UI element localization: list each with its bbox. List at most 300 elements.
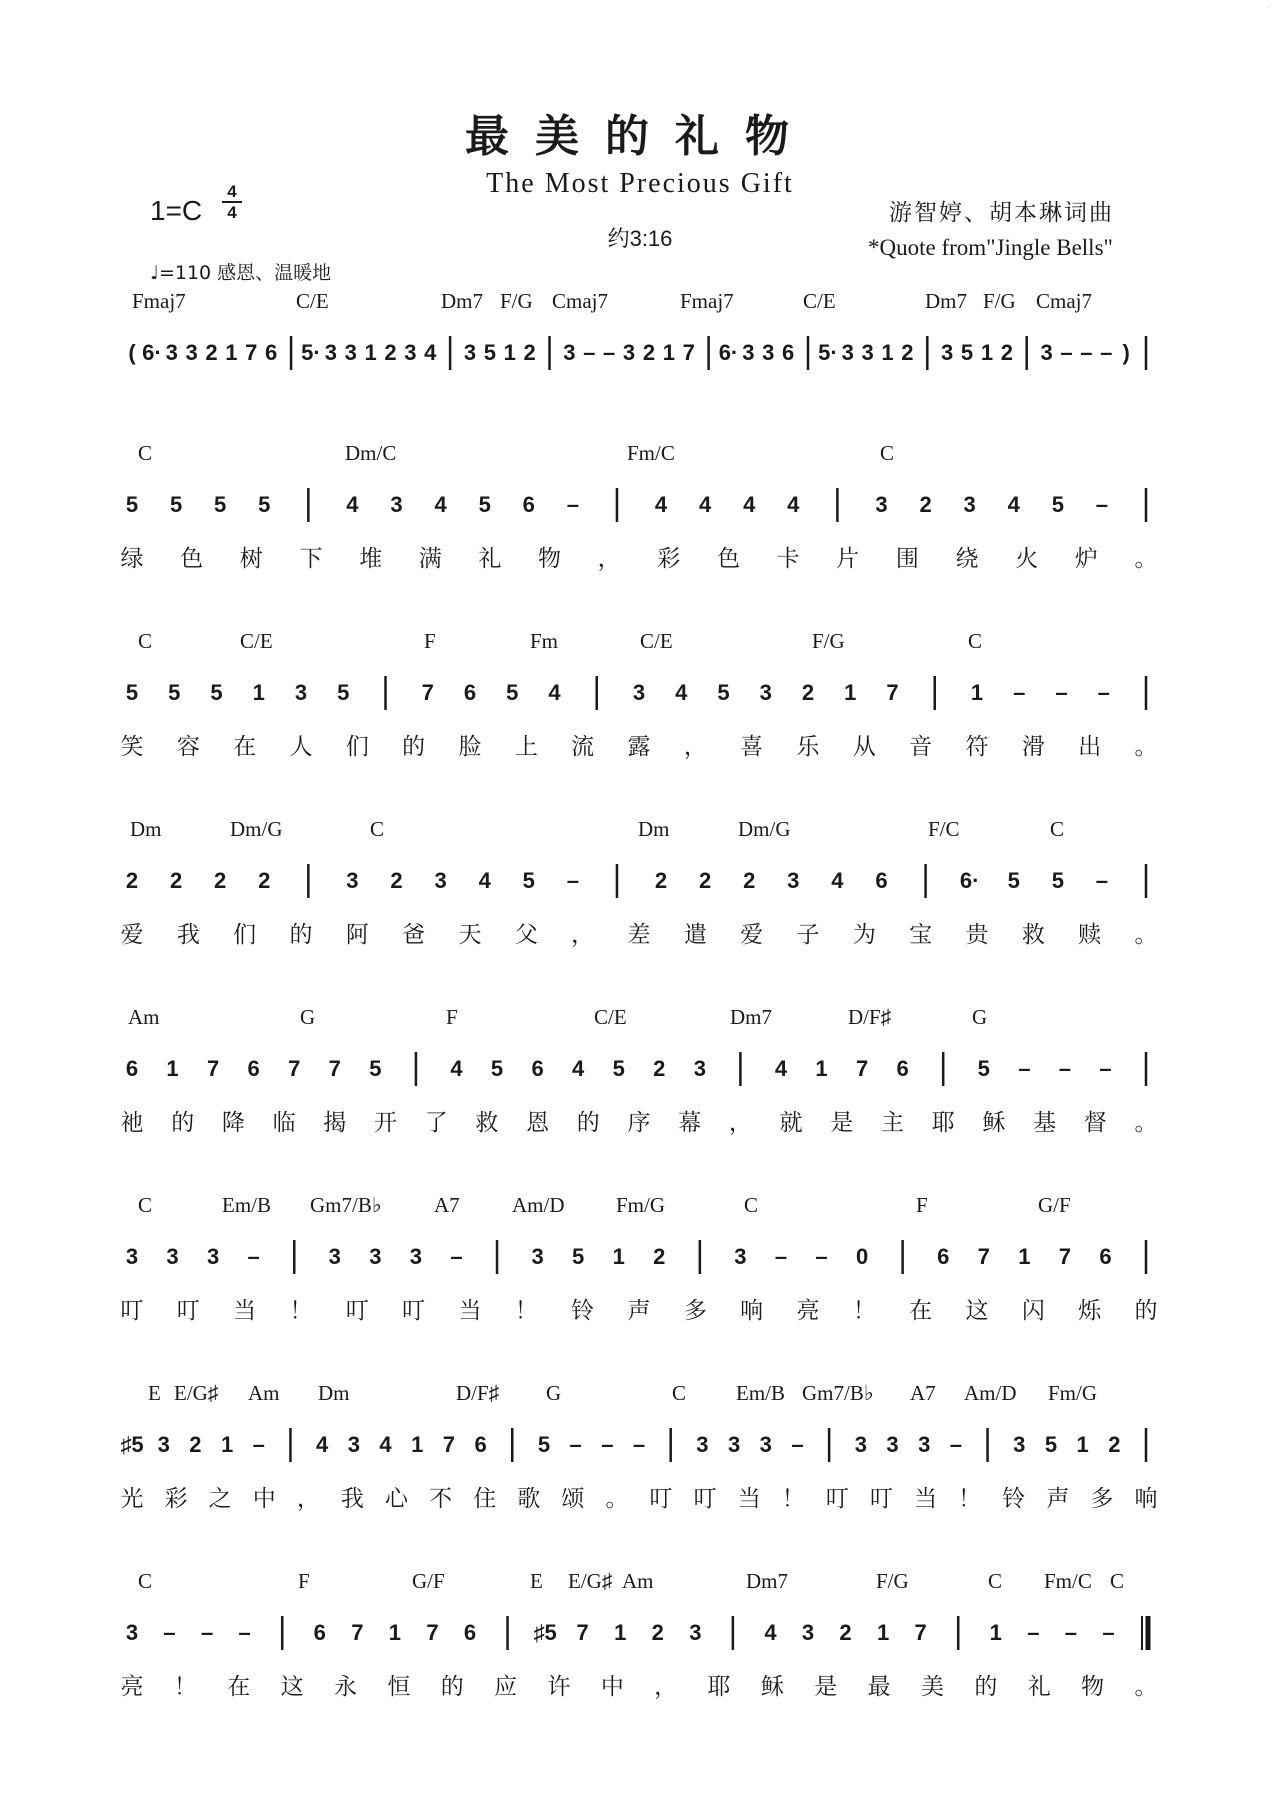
lyric-character: 卡 <box>776 546 800 572</box>
chord-symbol: Am <box>128 1005 160 1029</box>
chord-symbol: Cmaj7 <box>1036 289 1092 313</box>
jianpu-note: 2 <box>839 1620 852 1645</box>
jianpu-note: – <box>815 1244 828 1269</box>
jianpu-note: 4 <box>424 340 437 365</box>
lyric-character: 永 <box>333 1674 357 1700</box>
lyric-character: 这 <box>965 1298 989 1324</box>
jianpu-note: 3 <box>854 1432 867 1457</box>
jianpu-note: 3 <box>759 1432 772 1457</box>
jianpu-note: – <box>566 868 579 893</box>
lyric-character: 这 <box>280 1674 304 1700</box>
chord-symbol: C/E <box>296 289 329 313</box>
lyric-character: 的 <box>402 734 426 760</box>
jianpu-note: 1 <box>1076 1432 1089 1457</box>
jianpu-note: 2 <box>1000 340 1013 365</box>
lyric-character: 住 <box>473 1486 497 1512</box>
jianpu-note: 5· <box>818 340 838 365</box>
lyric-character: 为 <box>852 922 876 948</box>
jianpu-note: 7 <box>288 1056 301 1081</box>
jianpu-note: 1 <box>166 1056 179 1081</box>
jianpu-note: 2 <box>654 868 668 893</box>
lyric-character: 流 <box>571 734 595 760</box>
composer-credit: 游智婷、胡本琳词曲 <box>889 200 1114 226</box>
lyric-character: 了 <box>424 1110 448 1136</box>
duration-label: 约3:16 <box>607 226 673 251</box>
jianpu-note: 3 <box>861 340 874 365</box>
chord-symbol: F/G <box>876 1569 909 1593</box>
lyric-character: 最 <box>867 1674 891 1700</box>
jianpu-note: 3 <box>632 680 646 705</box>
chord-symbol: Dm7 <box>925 289 967 313</box>
chord-symbol: C <box>138 629 153 653</box>
jianpu-note: 5 <box>977 1056 990 1081</box>
chord-symbol: G/F <box>1038 1193 1071 1217</box>
jianpu-note: 5 <box>483 340 497 365</box>
chord-symbol: Dm <box>130 817 162 841</box>
jianpu-note: 2 <box>801 680 815 705</box>
lyric-character: 炉 <box>1074 546 1098 572</box>
jianpu-note: – <box>949 1432 962 1457</box>
lyric-character: 。 <box>1134 1110 1158 1136</box>
lyric-character: 差 <box>627 922 651 948</box>
key-signature: 1=C <box>150 195 203 226</box>
lyric-character: 叮 <box>869 1486 893 1512</box>
lyric-character: 围 <box>895 546 919 572</box>
quote-credit: *Quote from"Jingle Bells" <box>868 235 1113 260</box>
chord-symbol: E <box>530 1569 543 1593</box>
chord-symbol: G/F <box>412 1569 445 1593</box>
jianpu-note: – <box>1095 868 1109 893</box>
jianpu-note: 2 <box>384 340 397 365</box>
lyric-character: 多 <box>1090 1486 1114 1512</box>
jianpu-note: 4 <box>675 680 688 705</box>
jianpu-note: 3 <box>390 492 403 517</box>
jianpu-note: 3 <box>206 1244 220 1269</box>
jianpu-note: 3 <box>328 1244 341 1269</box>
chord-symbol: Em/B <box>736 1381 786 1405</box>
lyric-character: 爸 <box>402 922 426 948</box>
jianpu-note: – <box>791 1432 804 1457</box>
lyric-character: 色 <box>180 546 204 572</box>
lyric-character: 光 <box>120 1486 144 1512</box>
jianpu-note: 3 <box>801 1620 815 1645</box>
lyric-character: 满 <box>418 546 442 572</box>
chord-symbol: Dm/G <box>230 817 283 841</box>
jianpu-note: – <box>450 1244 463 1269</box>
jianpu-note: 5· <box>301 340 321 365</box>
chord-symbol: F/C <box>928 817 960 841</box>
jianpu-note: 1 <box>220 1432 234 1457</box>
jianpu-note: 7 <box>886 680 899 705</box>
chord-symbol: A7 <box>910 1381 936 1405</box>
jianpu-note: 1 <box>252 680 265 705</box>
jianpu-note: 7 <box>1058 1244 1072 1269</box>
watermark-mark: · <box>1267 3 1270 13</box>
lyric-character: 当 <box>233 1298 257 1324</box>
jianpu-note: 5 <box>258 492 271 517</box>
jianpu-note: 7 <box>442 1432 455 1457</box>
chord-symbol: E/G♯ <box>568 1569 613 1593</box>
lyric-character: 彩 <box>164 1486 188 1512</box>
jianpu-note: 1 <box>876 1620 890 1645</box>
jianpu-note: 7 <box>682 340 695 365</box>
jianpu-note: 3 <box>166 1244 179 1269</box>
lyric-character: 就 <box>779 1110 803 1136</box>
chord-symbol: Fmaj7 <box>132 289 186 313</box>
lyric-character: 笑 <box>120 734 144 760</box>
jianpu-note: ♯5 <box>533 1620 557 1645</box>
lyric-character: ！ <box>781 1486 805 1512</box>
jianpu-note: 3 <box>165 340 178 365</box>
lyric-character: 天 <box>458 922 482 948</box>
jianpu-note: 4 <box>572 1056 585 1081</box>
jianpu-note: 6 <box>522 492 535 517</box>
jianpu-note: 3 <box>404 340 417 365</box>
lyric-character: 亮 <box>796 1298 820 1324</box>
jianpu-note: – <box>1102 1620 1115 1645</box>
jianpu-note: – <box>247 1244 260 1269</box>
jianpu-note: 6 <box>531 1056 544 1081</box>
chord-symbol: Dm/G <box>738 817 791 841</box>
jianpu-note: – <box>566 492 579 517</box>
jianpu-note: – <box>1027 1620 1040 1645</box>
jianpu-note: 1 <box>980 340 994 365</box>
jianpu-note: 4 <box>346 492 359 517</box>
jianpu-note: 3 <box>875 492 888 517</box>
lyric-character: 礼 <box>478 546 502 572</box>
jianpu-note: 5 <box>1044 1432 1058 1457</box>
lyric-character: 我 <box>340 1486 364 1512</box>
jianpu-note: 1 <box>815 1056 828 1081</box>
lyric-character: 恩 <box>526 1110 550 1136</box>
chord-symbol: D/F♯ <box>456 1381 500 1405</box>
lyric-character: ， <box>654 1674 678 1700</box>
jianpu-note: 1 <box>881 340 894 365</box>
jianpu-note: 3 <box>759 680 772 705</box>
jianpu-note: 3 <box>563 340 576 365</box>
jianpu-note: 3 <box>346 868 359 893</box>
jianpu-note: 3 <box>689 1620 702 1645</box>
jianpu-note: 2 <box>390 868 403 893</box>
lyric-character: 的 <box>440 1674 464 1700</box>
chord-symbol: F <box>446 1005 458 1029</box>
chord-symbol: C/E <box>240 629 273 653</box>
lyric-character: 叮 <box>345 1298 369 1324</box>
jianpu-note: 1 <box>662 340 675 365</box>
jianpu-note: 2 <box>214 868 227 893</box>
jianpu-note: 3 <box>294 680 308 705</box>
chord-symbol: C <box>880 441 895 465</box>
jianpu-note: – <box>1099 1056 1112 1081</box>
jianpu-note: 6 <box>896 1056 909 1081</box>
chord-symbol: C <box>138 1569 153 1593</box>
chord-symbol: C <box>1110 1569 1125 1593</box>
lyric-character: ！ <box>514 1298 538 1324</box>
lyric-character: 叮 <box>402 1298 426 1324</box>
lyric-character: 稣 <box>760 1674 784 1700</box>
jianpu-note: 3 <box>918 1432 931 1457</box>
chord-symbol: F/G <box>500 289 533 313</box>
lyric-character: 。 <box>1134 734 1158 760</box>
jianpu-note: 5 <box>369 1056 382 1081</box>
jianpu-note: 3 <box>409 1244 423 1269</box>
chord-symbol: C/E <box>640 629 673 653</box>
lyric-character: 父 <box>514 922 538 948</box>
lyric-character: 稣 <box>982 1110 1006 1136</box>
jianpu-note: 4 <box>548 680 561 705</box>
lyric-character: 阿 <box>345 922 369 948</box>
jianpu-note: – <box>583 340 596 365</box>
jianpu-note: ( <box>128 340 136 365</box>
jianpu-note: 5 <box>214 492 227 517</box>
chord-symbol: C <box>672 1381 687 1405</box>
chord-symbol: C/E <box>803 289 836 313</box>
jianpu-note: 6 <box>125 1056 139 1081</box>
jianpu-note: 5 <box>1051 492 1064 517</box>
chord-symbol: G <box>300 1005 316 1029</box>
jianpu-note: 2 <box>205 340 218 365</box>
lyric-character: 滑 <box>1021 734 1045 760</box>
lyric-character: 主 <box>881 1110 904 1136</box>
jianpu-note: 5 <box>1051 868 1064 893</box>
jianpu-note: 5 <box>506 680 519 705</box>
jianpu-note: 2 <box>653 1244 666 1269</box>
jianpu-note: 3 <box>941 340 954 365</box>
jianpu-note: – <box>1095 492 1109 517</box>
jianpu-note: 1 <box>844 680 857 705</box>
lyric-character: 在 <box>233 734 257 760</box>
chord-symbol: F/G <box>812 629 845 653</box>
lyric-character: 祂 <box>120 1110 144 1136</box>
lyric-character: 爱 <box>740 922 764 948</box>
jianpu-note: 6· <box>718 340 739 365</box>
chord-symbol: Em/B <box>222 1193 272 1217</box>
lyric-character: ， <box>571 922 595 948</box>
jianpu-note: 3 <box>347 1432 360 1457</box>
chord-symbol: C <box>370 817 385 841</box>
jianpu-note: – <box>1055 680 1068 705</box>
lyric-character: 脸 <box>458 734 482 760</box>
meter-top: 4 <box>222 182 242 203</box>
lyric-character: 美 <box>921 1674 945 1700</box>
lyric-character: 多 <box>683 1298 707 1324</box>
chord-symbol: Fm/C <box>627 441 675 465</box>
lyric-character: 堆 <box>359 546 383 572</box>
lyric-character: ！ <box>852 1298 876 1324</box>
jianpu-note: 3 <box>157 1432 170 1457</box>
lyric-character: 容 <box>176 734 200 760</box>
jianpu-note: 7 <box>426 1620 439 1645</box>
jianpu-note: 3 <box>344 340 357 365</box>
chord-symbol: A7 <box>434 1193 460 1217</box>
lyric-character: 爱 <box>120 922 144 948</box>
jianpu-note: 2 <box>169 868 183 893</box>
lyric-character: 叮 <box>825 1486 849 1512</box>
jianpu-note: 2 <box>189 1432 202 1457</box>
lyric-character: 的 <box>289 922 313 948</box>
lyric-character: ， <box>728 1110 752 1136</box>
chord-symbol: C <box>1050 817 1065 841</box>
chord-symbol: Gm7/B♭ <box>310 1193 382 1217</box>
jianpu-note: – <box>1018 1056 1031 1081</box>
jianpu-note: 5 <box>960 340 974 365</box>
lyric-character: 耶 <box>707 1674 731 1700</box>
jianpu-note: ) <box>1122 340 1130 365</box>
jianpu-note: 7 <box>351 1620 364 1645</box>
jianpu-note: 6· <box>142 340 162 365</box>
jianpu-note: 3 <box>1040 340 1053 365</box>
lyric-character: 当 <box>458 1298 482 1324</box>
lyric-character: 心 <box>385 1486 409 1512</box>
jianpu-note: – <box>569 1432 582 1457</box>
jianpu-note: 6· <box>959 868 980 893</box>
jianpu-note: 2 <box>125 868 139 893</box>
jianpu-note: 4 <box>478 868 491 893</box>
chord-symbol: F <box>916 1193 928 1217</box>
jianpu-note: 2 <box>523 340 536 365</box>
chord-symbol: C <box>744 1193 759 1217</box>
jianpu-note: 3 <box>185 340 198 365</box>
jianpu-note: 7 <box>977 1244 990 1269</box>
jianpu-note: 7 <box>421 680 434 705</box>
jianpu-note: 2 <box>258 868 271 893</box>
jianpu-note: 4 <box>654 492 668 517</box>
meter-bottom: 4 <box>227 203 237 222</box>
lyric-character: 的 <box>576 1110 600 1136</box>
jianpu-note: 4 <box>379 1432 392 1457</box>
jianpu-note: 7 <box>855 1056 869 1081</box>
lyric-character: ！ <box>173 1674 197 1700</box>
lyric-character: 乐 <box>796 734 820 760</box>
lyric-character: 。 <box>1134 1674 1158 1700</box>
jianpu-note: 1 <box>411 1432 424 1457</box>
jianpu-note: – <box>1013 680 1026 705</box>
chord-symbol: Am/D <box>512 1193 565 1217</box>
jianpu-note: 3 <box>762 340 775 365</box>
jianpu-note: 2 <box>1108 1432 1121 1457</box>
chord-symbol: G <box>546 1381 562 1405</box>
chord-symbol: Dm7 <box>746 1569 788 1593</box>
jianpu-note: 5 <box>125 492 139 517</box>
jianpu-note: 2 <box>919 492 932 517</box>
chord-symbol: E/G♯ <box>174 1381 219 1405</box>
jianpu-note: 1 <box>970 680 984 705</box>
lyric-character: 揭 <box>323 1110 347 1136</box>
lyric-character: 颂 <box>561 1486 585 1512</box>
jianpu-note: 0 <box>855 1244 869 1269</box>
jianpu-note: 4 <box>774 1056 788 1081</box>
jianpu-note: 6 <box>313 1620 326 1645</box>
lyric-character: 响 <box>740 1298 764 1324</box>
jianpu-note: 6 <box>463 1620 477 1645</box>
jianpu-note: 6 <box>474 1432 487 1457</box>
jianpu-note: 6 <box>247 1056 260 1081</box>
chord-symbol: Fm/C <box>1044 1569 1092 1593</box>
jianpu-note: – <box>238 1620 251 1645</box>
lyric-character: 基 <box>1033 1110 1057 1136</box>
jianpu-note: 1 <box>614 1620 627 1645</box>
jianpu-note: 2 <box>699 868 712 893</box>
chord-symbol: Fmaj7 <box>680 289 734 313</box>
jianpu-note: 6 <box>1099 1244 1112 1269</box>
jianpu-note: 5 <box>717 680 730 705</box>
jianpu-note: – <box>1058 1056 1072 1081</box>
jianpu-note: – <box>601 1432 614 1457</box>
jianpu-note: 7 <box>245 340 258 365</box>
jianpu-note: 5 <box>537 1432 551 1457</box>
lyric-character: 叮 <box>693 1486 717 1512</box>
jianpu-note: 3 <box>787 868 800 893</box>
lyric-character: 色 <box>716 546 740 572</box>
jianpu-note: 4 <box>434 492 447 517</box>
lyric-character: 之 <box>208 1486 232 1512</box>
lyric-character: 。 <box>1134 922 1158 948</box>
lyric-character: 在 <box>227 1674 251 1700</box>
jianpu-note: – <box>1080 340 1093 365</box>
lyric-character: ， <box>296 1486 320 1512</box>
jianpu-note: – <box>1097 680 1110 705</box>
chord-symbol: Am <box>622 1569 654 1593</box>
jianpu-note: 3 <box>125 1244 139 1269</box>
chord-symbol: Am <box>248 1381 280 1405</box>
lyric-character: 不 <box>429 1486 453 1512</box>
chord-symbol: Dm7 <box>441 289 483 313</box>
jianpu-note: 4 <box>764 1620 777 1645</box>
jianpu-note: 6 <box>875 868 888 893</box>
lyric-character: 铃 <box>1002 1486 1026 1512</box>
jianpu-note: 1 <box>503 340 516 365</box>
jianpu-note: 2 <box>642 340 656 365</box>
chord-symbol: Dm7 <box>730 1005 772 1029</box>
jianpu-note: 3 <box>324 340 337 365</box>
jianpu-note: 7 <box>576 1620 589 1645</box>
lyric-character: 物 <box>538 546 562 572</box>
jianpu-note: 2 <box>743 868 756 893</box>
chord-symbol: Dm <box>638 817 670 841</box>
lyric-character: 。 <box>1134 546 1158 572</box>
jianpu-note: 5 <box>490 1056 504 1081</box>
lyric-character: 我 <box>176 922 200 948</box>
lyric-character: 响 <box>1134 1486 1158 1512</box>
lyric-character: 声 <box>1046 1486 1070 1512</box>
lyric-character: 临 <box>272 1110 296 1136</box>
lyric-character: ， <box>597 546 621 572</box>
jianpu-note: 3 <box>622 340 636 365</box>
jianpu-note: 5 <box>337 680 350 705</box>
chord-symbol: F/G <box>983 289 1016 313</box>
jianpu-note: 3 <box>734 1244 747 1269</box>
lyric-character: 贵 <box>965 922 989 948</box>
jianpu-note: 4 <box>831 868 844 893</box>
jianpu-note: 1 <box>388 1620 402 1645</box>
jianpu-note: 3 <box>742 340 755 365</box>
lyric-character: 片 <box>836 546 860 572</box>
jianpu-note: 5 <box>169 492 183 517</box>
jianpu-note: – <box>252 1432 265 1457</box>
jianpu-note: – <box>632 1432 646 1457</box>
lyric-character: 遣 <box>683 922 707 948</box>
chord-symbol: C/E <box>594 1005 627 1029</box>
chord-symbol: F <box>298 1569 310 1593</box>
jianpu-note: 3 <box>841 340 854 365</box>
lyric-character: 闪 <box>1021 1298 1045 1324</box>
lyric-character: 降 <box>221 1110 245 1136</box>
lyric-character: 中 <box>252 1486 276 1512</box>
lyric-character: 出 <box>1078 734 1102 760</box>
lyric-character: 人 <box>289 734 313 760</box>
chord-symbol: Fm/G <box>616 1193 666 1217</box>
lyric-character: 叮 <box>120 1298 144 1324</box>
